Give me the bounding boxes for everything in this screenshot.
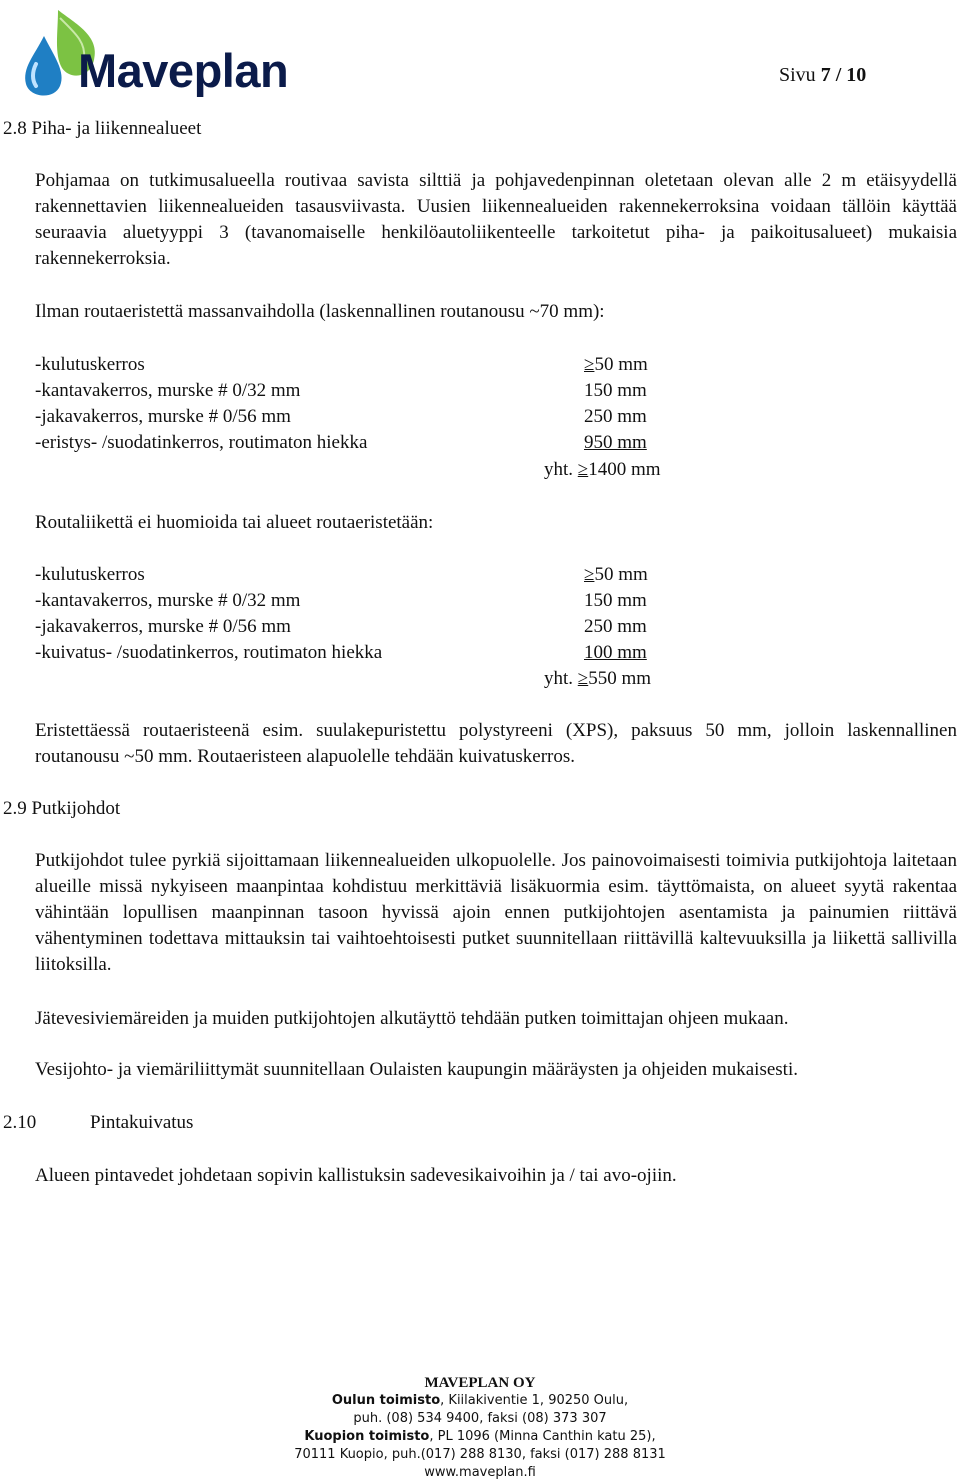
layer-total: yht. ≥1400 mm [544, 459, 661, 480]
layer-value: 250 mm [584, 406, 647, 427]
layer-value: ≥50 mm [584, 354, 648, 375]
section-number-2-10: 2.10 [3, 1112, 37, 1133]
layer-label: -kantavakerros, murske # 0/32 mm [35, 380, 301, 401]
insulation-note: Eristettäessä routaeristeenä esim. suulakepuristettu polystyreeni (XPS), paksuus 50 mm, jolloin laskennallinen routanousu ~50 mm. Routaeristeen alapuolelle tehdään kuivatuskerros. [35, 720, 957, 767]
layer-value: 250 mm [584, 616, 647, 637]
footer-oulu-address: Oulun toimisto, Kiilakiventie 1, 90250 Oulu, [331, 1393, 629, 1408]
sewer-paragraph: Jätevesiviemäreiden ja muiden putkijohtojen alkutäyttö tehdään putken toimittajan ohjeen mukaan. [35, 1008, 789, 1029]
section-heading-2-10: Pintakuivatus [90, 1112, 194, 1133]
footer-website-link[interactable]: www.maveplan.fi [424, 1465, 536, 1480]
table1-title: Ilman routaeristettä massanvaihdolla (laskennallinen routanousu ~70 mm): [35, 301, 605, 322]
logo-wordmark: Maveplan [78, 44, 289, 97]
table2-title: Routaliikettä ei huomioida tai alueet routaeristetään: [35, 512, 434, 533]
layer-value: 100 mm [584, 642, 647, 663]
layer-label: -jakavakerros, murske # 0/56 mm [35, 406, 291, 427]
footer-kuopio-phone: 70111 Kuopio, puh.(017) 288 8130, faksi (017) 288 8131 [294, 1447, 666, 1462]
layer-label: -kulutuskerros [35, 564, 145, 585]
layer-label: -jakavakerros, murske # 0/56 mm [35, 616, 291, 637]
footer-oulu-phone: puh. (08) 534 9400, faksi (08) 373 307 [353, 1411, 607, 1426]
layer-value: 150 mm [584, 590, 647, 611]
layer-label: -kantavakerros, murske # 0/32 mm [35, 590, 301, 611]
layer-label: -kulutuskerros [35, 354, 145, 375]
layer-value: 950 mm [584, 432, 647, 453]
footer-kuopio-address: Kuopion toimisto, PL 1096 (Minna Canthin katu 25), [304, 1429, 656, 1444]
section-heading-2-8: 2.8 Piha- ja liikennealueet [3, 118, 202, 139]
layer-label: -eristys- /suodatinkerros, routimaton hiekka [35, 432, 368, 453]
connection-paragraph: Vesijohto- ja viemäriliittymät suunnitellaan Oulaisten kaupungin määräysten ja ohjeiden mukaisesti. [35, 1059, 798, 1080]
pipes-paragraph: Putkijohdot tulee pyrkiä sijoittamaan liikennealueiden ulkopuolelle. Jos painovoimaisesti toimivia putkijohtoja laitetaan alueille missä nykyiseen maanpintaa kohdistuu merkittäviä lisäkuormia esim. täyttömaista, on alueet syytä rakentaa vähintään lopullisen maanpinnan tasoon hyvissä ajoin ennen putkijohtojen asentamista ja painumien riittävä vähentyminen todettava mittauksin tai vaihtoehtoisesti putket suunnitellaan riittävillä kaltevuuksilla ja liikettä sallivilla liitoksilla. [35, 850, 957, 975]
page-footer [0, 1374, 960, 1482]
section-heading-2-9: 2.9 Putkijohdot [3, 798, 121, 819]
layer-value: ≥50 mm [584, 564, 648, 585]
drainage-paragraph: Alueen pintavedet johdetaan sopivin kallistuksin sadevesikaivoihin ja / tai avo-ojiin. [35, 1165, 677, 1186]
footer-company: MAVEPLAN OY [424, 1375, 536, 1391]
layer-total: yht. ≥550 mm [544, 668, 652, 689]
layer-label: -kuivatus- /suodatinkerros, routimaton hiekka [35, 642, 383, 663]
intro-paragraph: Pohjamaa on tutkimusalueella routivaa savista silttiä ja pohjavedenpinnan oletetaan olevan alle 2 m etäisyydellä rakennettavien liikennealueiden tasausviivasta. Uusien liikennealueiden rakennekerroksina voidaan tällöin käyttää seuraavia aluetyyppi 3 (tavanomaiselle henkilöautoliikenteelle tarkoitetut piha- ja paikoitusalueet) mukaisia rakennekerroksia. [35, 170, 957, 269]
page-number: Sivu 7 / 10 [779, 64, 867, 86]
layer-value: 150 mm [584, 380, 647, 401]
